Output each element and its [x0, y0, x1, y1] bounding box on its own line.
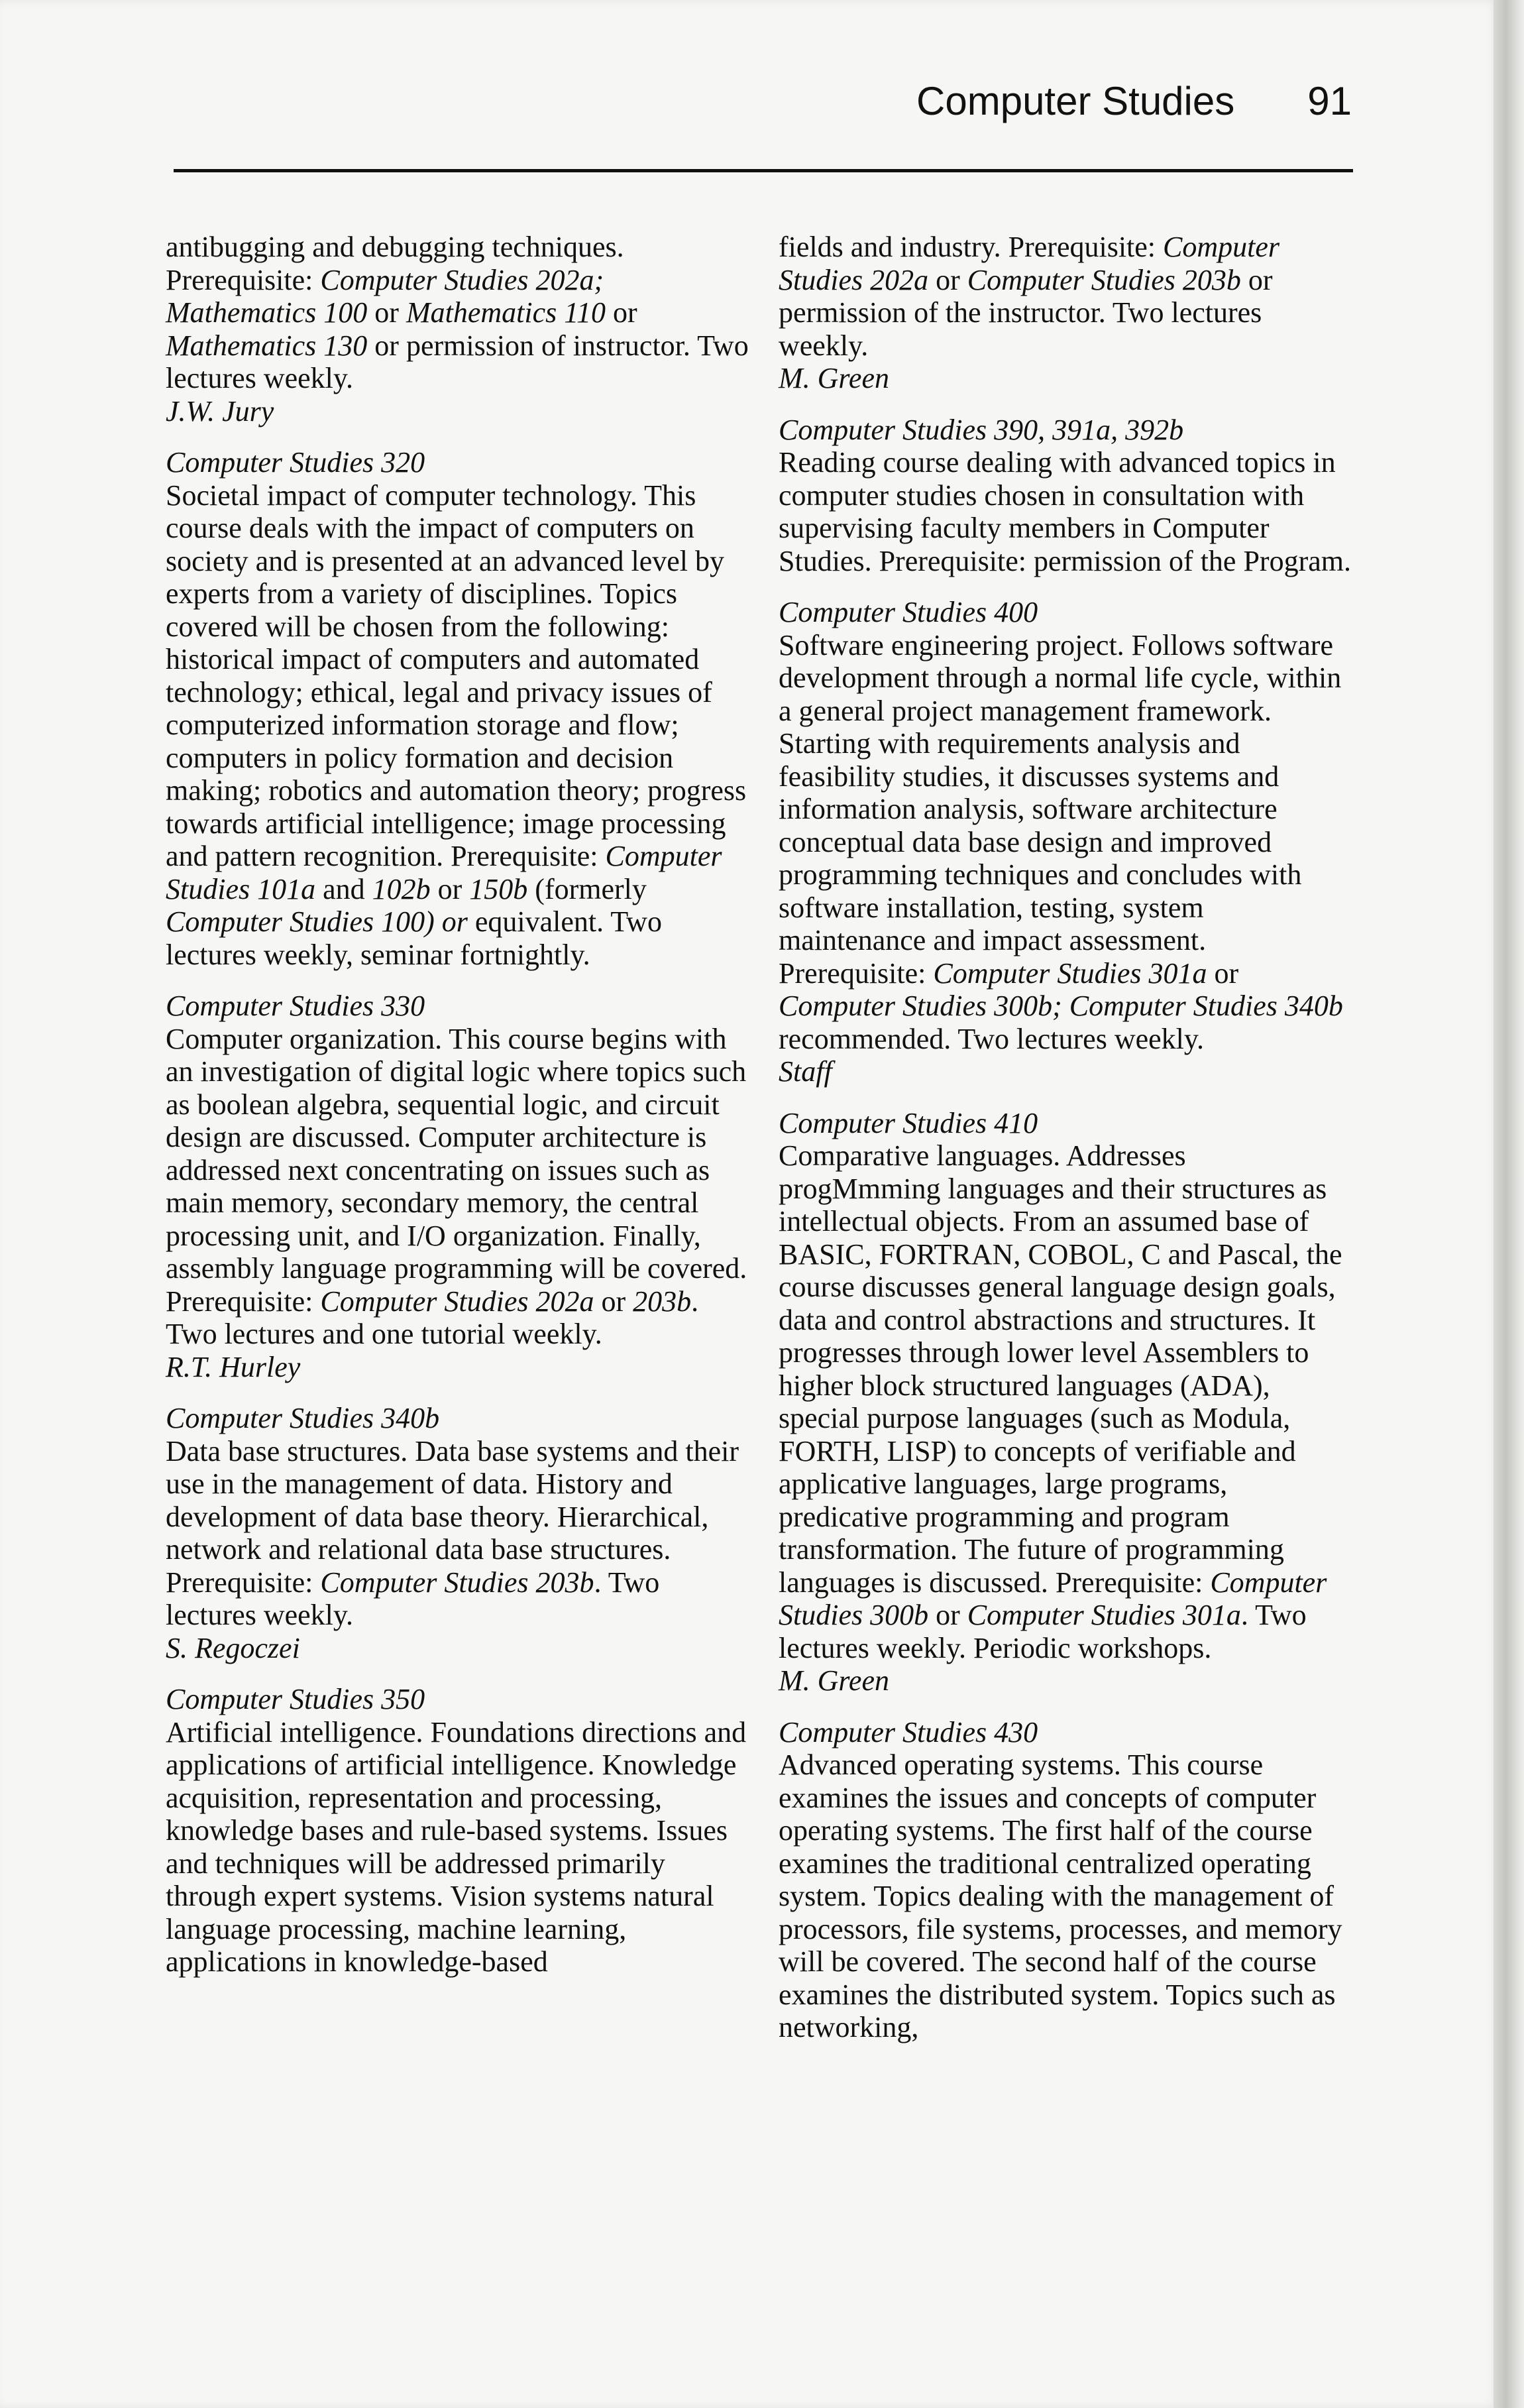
connector	[435, 905, 442, 938]
prereq-course: Computer Studies 301a	[933, 956, 1207, 990]
connector: or	[1207, 956, 1239, 990]
header-rule	[174, 169, 1353, 172]
course-entry	[779, 596, 1355, 1088]
course-description	[779, 1139, 1355, 1664]
continued-tail: or permission of instructor. Two lectures weekly.	[166, 329, 749, 394]
course-entry	[779, 414, 1355, 578]
prereq-course: Computer Studies 202a	[320, 1285, 594, 1318]
course-code: Computer Studies 340b	[166, 1402, 440, 1434]
desc-text: Societal impact of computer technology. This course deals with the impact of computers on society and is presented at an advanced level by experts from a variety of disciplines. Topics covered will be chosen from the following: historical impact of computers and automated technology; ethical, legal and privacy issues of computerized information storage and flow; computers in policy formation and decision making; robotics and automation theory; progress towards artificial intelligence; image processing and pattern recognition. Prerequisite:	[166, 479, 747, 872]
connector: or	[430, 872, 470, 905]
course-entry	[779, 1716, 1355, 2044]
connector: and	[315, 872, 372, 905]
course-description	[779, 629, 1355, 1056]
prereq-course: 150b	[469, 872, 528, 905]
connector: or	[441, 905, 468, 938]
instructor: R.T. Hurley	[166, 1350, 301, 1383]
continued-text: fields and industry. Prerequisite:	[779, 231, 1164, 263]
prereq-course: Computer Studies 203b	[967, 263, 1241, 296]
prereq-course: 203b	[633, 1285, 692, 1318]
desc-text: Software engineering project. Follows software development through a normal life cycle, within a general project management framework. Starting with requirements analysis and feasibility studies, it discusses systems and information analysis, software architecture conceptual data base design and improved programming techniques and concludes with software installation, testing, system maintenance and impact assessment. Prerequisite:	[779, 628, 1342, 990]
left-column	[166, 231, 749, 1978]
course-description: Reading course dealing with advanced topics in computer studies chosen in consultation with supervising faculty members in Computer Studies. Prerequisite: permission of the Program.	[779, 446, 1351, 577]
course-code: Computer Studies 330	[166, 990, 425, 1022]
course-description	[166, 479, 749, 972]
prereq-course: Mathematics 100	[166, 296, 368, 329]
course-description	[166, 1023, 749, 1351]
course-entry	[166, 446, 749, 971]
course-description	[166, 1435, 749, 1632]
continued-entry	[779, 231, 1355, 395]
course-entry	[166, 990, 749, 1383]
connector: or	[928, 1599, 967, 1631]
course-code: Computer Studies 410	[779, 1106, 1038, 1139]
prereq-course: Computer Studies 300b	[779, 1566, 1327, 1631]
connector: (formerly	[527, 872, 647, 905]
running-header	[901, 78, 1352, 138]
desc-text: . Two lectures and one tutorial weekly.	[166, 1285, 699, 1350]
continued-text: antibugging and debugging techniques.	[166, 231, 624, 263]
course-entry	[779, 1107, 1355, 1697]
prereq-course: Computer Studies 202a	[779, 231, 1280, 296]
course-code: Computer Studies 320	[166, 446, 425, 479]
desc-text: recommended. Two lectures weekly.	[779, 1022, 1205, 1055]
course-code: Computer Studies 390, 391a, 392b	[779, 413, 1184, 446]
desc-text: Comparative languages. Addresses progMmming languages and their structures as intellectual objects. From an assumed base of BASIC, FORTRAN, COBOL, C and Pascal, the course discusses general language design goals, data and control abstractions and structures. It progresses through lower level Assemblers to higher block structured languages (ADA), special purpose languages (such as Modula, FORTH, LISP) to concepts of verifiable and applicative languages, large programs, predicative programming and program transformation. The future of programming languages is discussed. Prerequisite:	[779, 1139, 1342, 1599]
prereq-course: Computer Studies 100)	[166, 905, 435, 938]
desc-text: equivalent. Two lectures weekly, seminar fortnightly.	[166, 905, 662, 971]
prereq-course: Computer Studies 202a;	[320, 263, 604, 296]
course-code: Computer Studies 350	[166, 1683, 425, 1715]
course-code: Computer Studies 430	[779, 1715, 1038, 1749]
prereq-course: Mathematics 110	[406, 296, 606, 329]
instructor: M. Green	[779, 1664, 889, 1697]
continued-tail: or permission of the instructor. Two lectures weekly.	[779, 263, 1273, 362]
instructor: S. Regoczei	[166, 1631, 300, 1664]
desc-text: . Two lectures weekly. Periodic workshops.	[779, 1599, 1307, 1664]
course-code: Computer Studies 400	[779, 596, 1038, 628]
instructor: M. Green	[779, 362, 889, 394]
prereq-course: Computer Studies 203b	[320, 1566, 594, 1599]
course-entry	[166, 1402, 749, 1664]
connector: or	[367, 296, 406, 329]
connector: or	[928, 263, 967, 296]
connector: or	[594, 1285, 633, 1318]
instructor: Staff	[779, 1055, 832, 1088]
connector: or	[605, 296, 637, 329]
prereq-label: Prerequisite:	[166, 263, 321, 296]
continued-entry	[166, 231, 749, 428]
desc-text: Computer organization. This course begins with an investigation of digital logic where topics such as boolean algebra, sequential logic, and circuit design are discussed. Computer architecture is addressed next concentrating on issues such as main memory, secondary memory, the central processing unit, and I/O organization. Finally, assembly language programming will be covered. Prerequisite:	[166, 1022, 747, 1318]
prereq-course: Mathematics 130	[166, 329, 368, 362]
section-title: Computer Studies	[916, 79, 1235, 123]
page-number: 91	[1307, 79, 1352, 123]
course-entry	[166, 1683, 749, 1978]
right-column	[779, 231, 1355, 2044]
page-edge	[1494, 0, 1524, 2408]
prereq-course: Computer Studies 301a	[967, 1599, 1241, 1631]
instructor: J.W. Jury	[166, 394, 274, 428]
prereq-course: 102b	[372, 872, 431, 905]
desc-text: . Two lectures weekly.	[166, 1566, 660, 1631]
desc-text: Data base structures. Data base systems and their use in the management of data. History and development of data base theory. Hierarchical, network and relational data base structures. Prerequisite:	[166, 1434, 739, 1599]
course-description: Advanced operating systems. This course examines the issues and concepts of computer operating systems. The first half of the course examines the traditional centralized operating system. Topics dealing with the management of processors, file systems, processes, and memory will be covered. The second half of the course examines the distributed system. Topics such as networking,	[779, 1749, 1342, 2043]
course-description: Artificial intelligence. Foundations directions and applications of artificial intelligence. Knowledge acquisition, representation and processing, knowledge bases and rule-based systems. Issues and techniques will be addressed primarily through expert systems. Vision systems natural language processing, machine learning, applications in knowledge-based	[166, 1715, 747, 1978]
prereq-course: Computer Studies 101a	[166, 840, 722, 905]
prereq-course: Computer Studies 300b; Computer Studies 340b	[779, 990, 1343, 1022]
